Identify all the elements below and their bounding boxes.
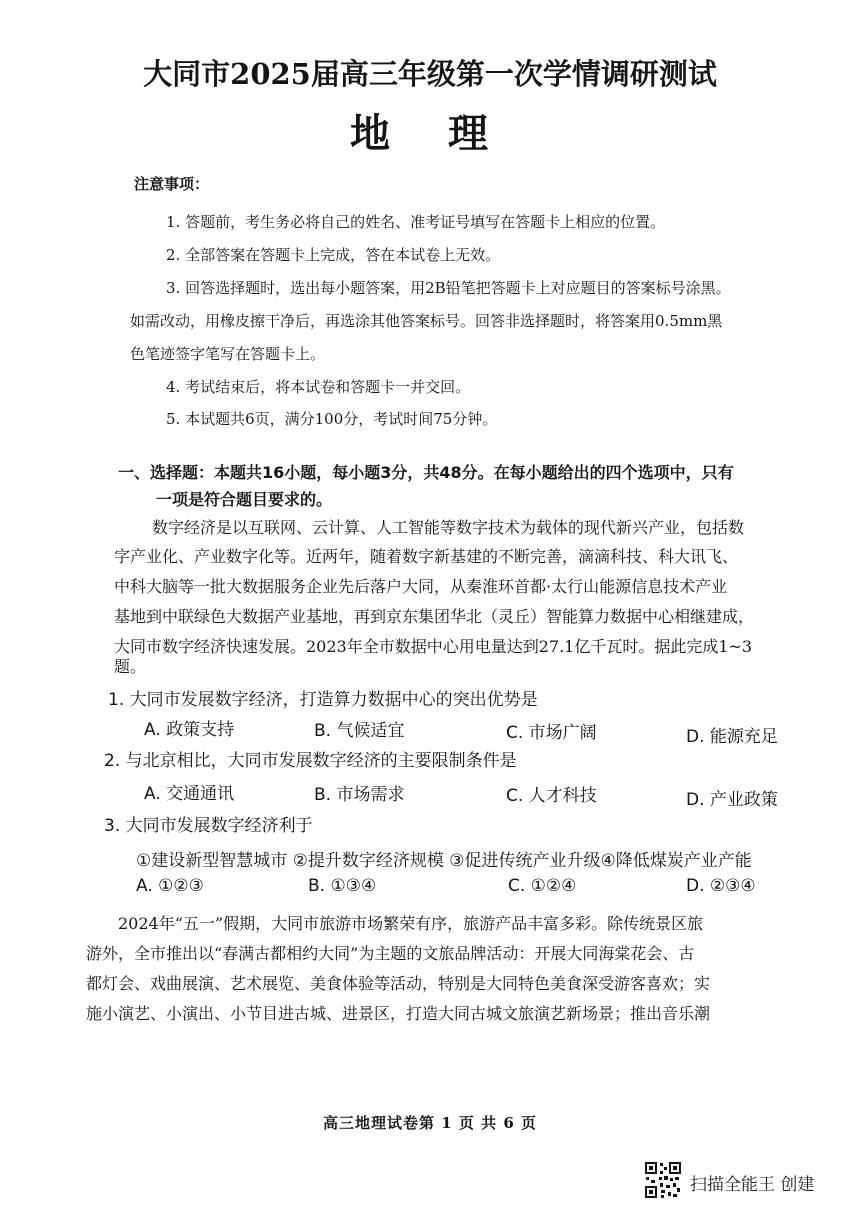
question-2-option-a: A. 交通通讯 — [144, 784, 235, 804]
notice-line: 5. 本试题共6页，满分100分，考试时间75分钟。 — [166, 410, 498, 428]
scanner-watermark — [644, 1161, 814, 1203]
question-3-option-a: A. ①②③ — [136, 876, 204, 896]
question-3-option-d: D. ②③④ — [686, 876, 756, 896]
section-heading-cont: 一项是符合题目要求的。 — [156, 490, 333, 509]
notice-line: 2. 全部答案在答题卡上完成，答在本试卷上无效。 — [166, 246, 501, 264]
passage-line: 都灯会、戏曲展演、艺术展览、美食体验等活动，特别是大同特色美食深受游客喜欢；实 — [86, 974, 711, 993]
exam-title: 大同市2025届高三年级第一次学情调研测试 — [143, 57, 717, 91]
notice-line: 色笔迹签字笔写在答题卡上。 — [130, 345, 326, 363]
question-2-stem: 2. 与北京相比，大同市发展数字经济的主要限制条件是 — [104, 751, 517, 771]
watermark-text: 扫描全能王 创建 — [690, 1174, 815, 1195]
question-1-option-b: B. 气候适宜 — [314, 721, 405, 741]
passage-line: 游外，全市推出以“春满古都相约大同”为主题的文旅品牌活动：开展大同海棠花会、古 — [86, 944, 695, 963]
question-1-option-c: C. 市场广阔 — [506, 723, 597, 743]
passage-line: 大同市数字经济快速发展。2023年全市数据中心用电量达到27.1亿千瓦时。据此完成1~3 — [114, 637, 753, 656]
passage-line: 2024年“五一”假期，大同市旅游市场繁荣有序，旅游产品丰富多彩。除传统景区旅 — [118, 914, 704, 933]
question-1-option-a: A. 政策支持 — [144, 720, 235, 740]
passage-line: 基地到中联绿色大数据产业基地，再到京东集团华北（灵丘）智能算力数据中心相继建成， — [114, 607, 755, 626]
notice-line: 如需改动，用橡皮擦干净后，再选涂其他答案标号。回答非选择题时，将答案用0.5mm黑 — [130, 312, 723, 330]
question-2-option-c: C. 人才科技 — [506, 786, 597, 806]
question-1-stem: 1. 大同市发展数字经济，打造算力数据中心的突出优势是 — [108, 690, 538, 710]
question-2-option-d: D. 产业政策 — [686, 790, 778, 810]
notice-line: 4. 考试结束后，将本试卷和答题卡一并交回。 — [166, 378, 471, 396]
question-2-option-b: B. 市场需求 — [314, 785, 405, 805]
question-1-option-d: D. 能源充足 — [686, 727, 778, 747]
passage-line: 施小演艺、小演出、小节目进古城、进景区，打造大同古城文旅演艺新场景；推出音乐潮 — [86, 1004, 711, 1023]
question-3-stem: 3. 大同市发展数字经济利于 — [104, 816, 313, 836]
passage-line: 字产业化、产业数字化等。近两年，随着数字新基建的不断完善，滴滴科技、科大讯飞、 — [114, 547, 739, 566]
question-3-option-c: C. ①②④ — [508, 876, 577, 896]
section-heading: 一、选择题：本题共16小题，每小题3分，共48分。在每小题给出的四个选项中，只有 — [118, 463, 734, 482]
notice-line: 1. 答题前，考生务必将自己的姓名、准考证号填写在答题卡上相应的位置。 — [166, 213, 666, 231]
subject-title: 地 理 — [350, 110, 510, 157]
notice-heading: 注意事项： — [134, 175, 210, 193]
passage-line: 数字经济是以互联网、云计算、人工智能等数字技术为载体的现代新兴产业，包括数 — [152, 518, 745, 537]
question-3-statements: ①建设新型智慧城市 ②提升数字经济规模 ③促进传统产业升级④降低煤炭产业产能 — [136, 851, 752, 871]
question-3-option-b: B. ①③④ — [308, 876, 377, 896]
page-footer: 高三地理试卷第 1 页 共 6 页 — [323, 1114, 537, 1132]
passage-line: 中科大脑等一批大数据服务企业先后落户大同，从秦淮环首都·太行山能源信息技术产业 — [114, 577, 728, 596]
notice-line: 3. 回答选择题时，选出每小题答案，用2B铅笔把答题卡上对应题目的答案标号涂黑。 — [166, 279, 731, 297]
qr-code-icon — [644, 1161, 682, 1203]
passage-line: 题。 — [114, 657, 147, 676]
